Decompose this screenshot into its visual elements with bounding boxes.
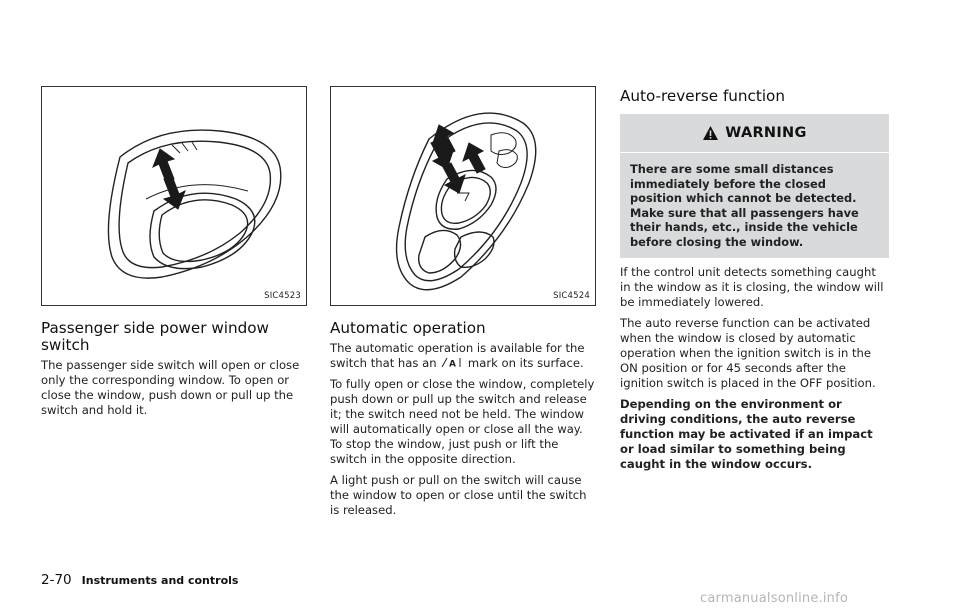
- section-heading: Passenger side power window switch: [41, 319, 269, 354]
- page-number: 2-70: [41, 572, 72, 588]
- auto-mark-letter: A: [449, 359, 457, 368]
- auto-switch-illustration: [331, 87, 595, 305]
- body-paragraph: The auto reverse function can be activated when the window is closed by automatic operation when the ignition switch is in the ON position or for 45 seconds after the ignition switch is placed in the OFF position.: [620, 315, 876, 390]
- warning-header: [620, 114, 889, 153]
- paragraph-text: mark on its surface.: [464, 356, 584, 370]
- figure-auto-switch: [330, 86, 596, 306]
- bold-paragraph: Depending on the environment or driving conditions, the auto reverse function may be activated if an impact or load similar to something being caught in the window occurs.: [620, 396, 873, 471]
- figure-passenger-switch: [41, 86, 307, 306]
- column-3: [620, 88, 888, 478]
- column-1: [41, 86, 309, 424]
- warning-title: WARNING: [725, 125, 807, 141]
- body-paragraph: To fully open or close the window, completely push down or pull up the switch and release it; the switch need not be held. The window will automatically open or close all the way. To stop the window, just push or lift the switch in the opposite direction.: [330, 377, 595, 466]
- section-heading: Auto-reverse function: [620, 87, 785, 105]
- section-heading: Automatic operation: [330, 319, 486, 337]
- page-footer: [41, 572, 238, 588]
- warning-text: There are some small distances immediately before the closed position which cannot be detected. Make sure that all passengers have their hands, etc., inside the vehicle before closing the window.: [630, 162, 859, 249]
- body-paragraph: [330, 341, 598, 371]
- warning-box: [620, 114, 889, 258]
- body-paragraph: The passenger side switch will open or close only the corresponding window. To open or close the window, push down or pull up the switch and hold it.: [41, 358, 300, 417]
- paragraph-text: The automatic operation is available for the switch that has an: [330, 341, 585, 370]
- figure-code: SIC4524: [553, 291, 590, 301]
- section-name: Instruments and controls: [81, 574, 239, 587]
- watermark: carmanualsonline.info: [700, 591, 849, 606]
- column-2: [330, 86, 598, 524]
- passenger-switch-illustration: [42, 87, 306, 305]
- body-paragraph: If the control unit detects something caught in the window as it is closing, the window will be immediately lowered.: [620, 264, 884, 309]
- body-paragraph: A light push or pull on the switch will cause the window to open or close until the switch is released.: [330, 473, 587, 517]
- figure-code: SIC4523: [264, 291, 301, 301]
- auto-mark-icon: [440, 357, 464, 368]
- warning-triangle-icon: [702, 125, 719, 141]
